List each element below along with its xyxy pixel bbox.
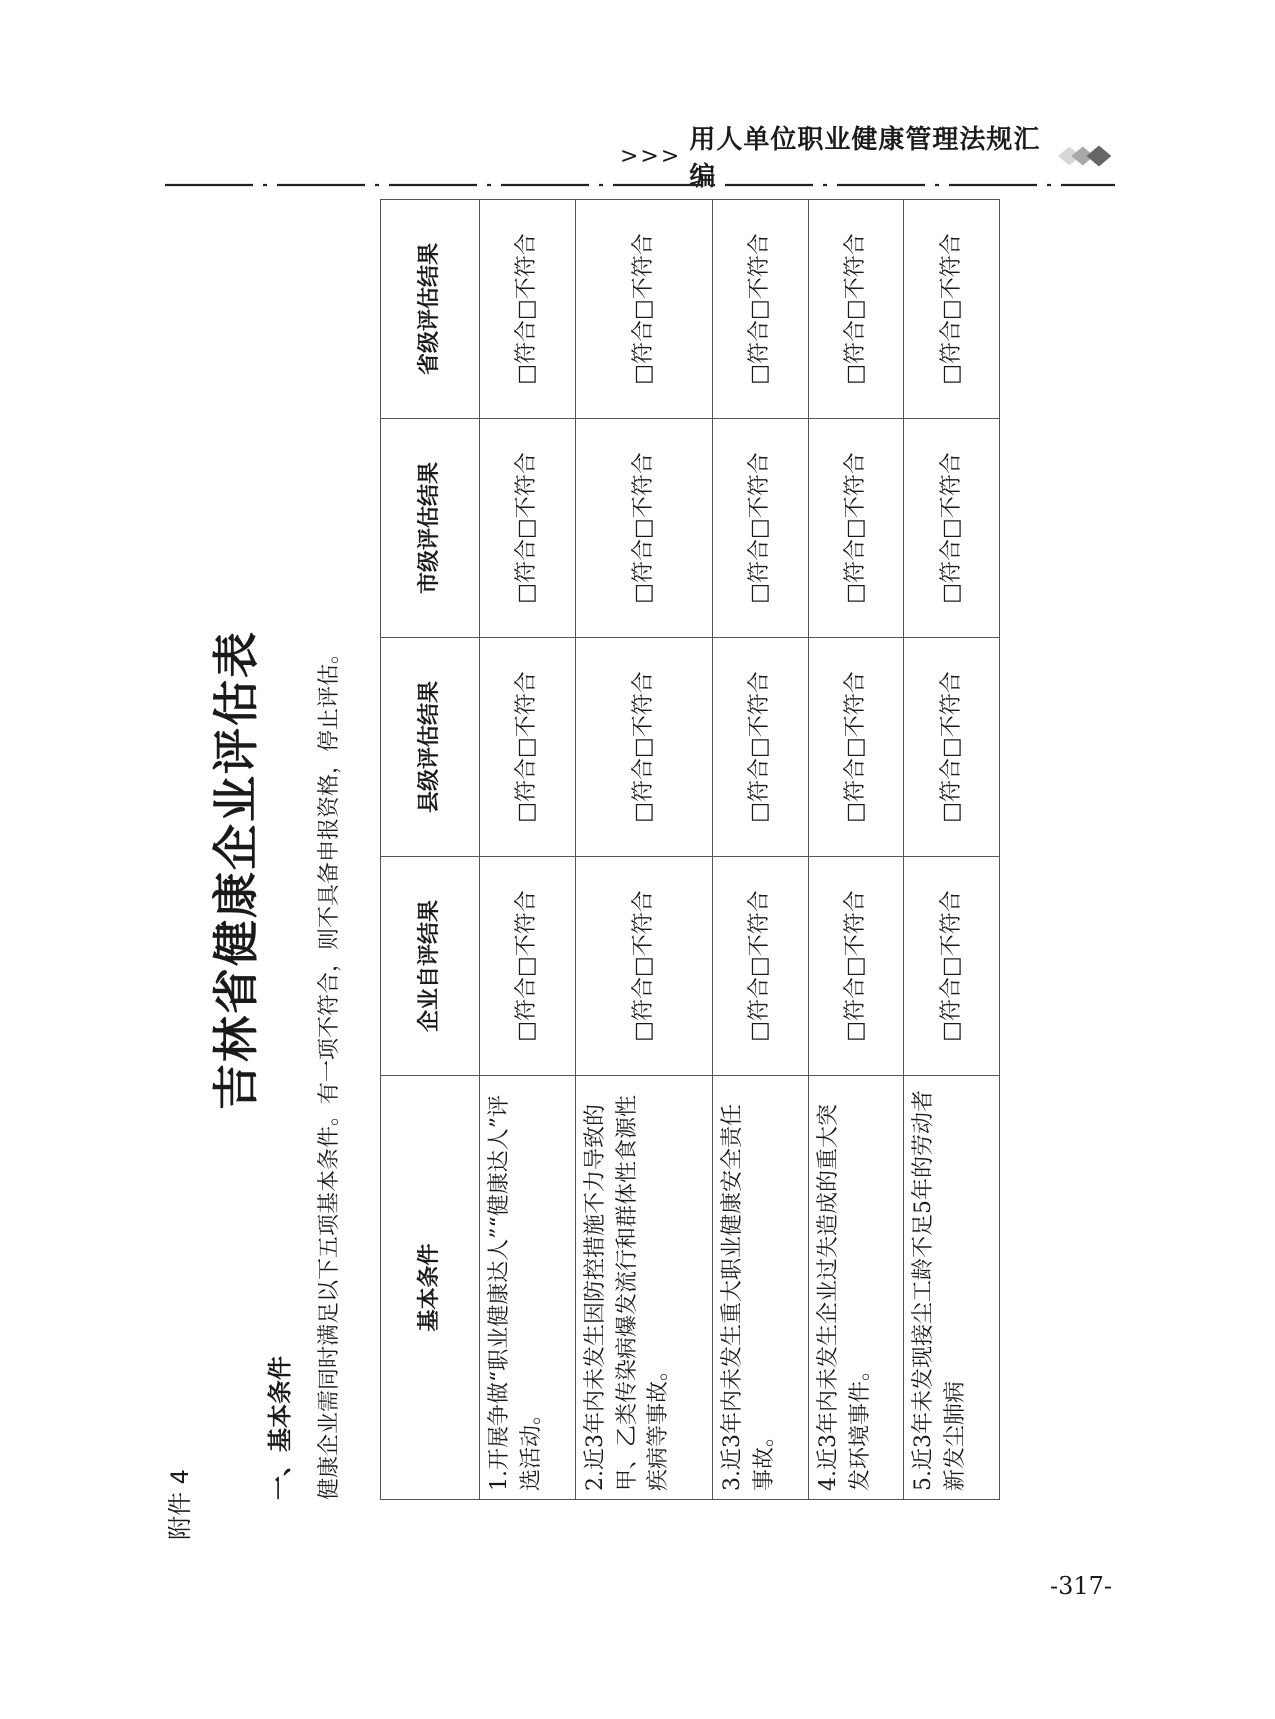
header-chevrons: >>> xyxy=(620,143,682,169)
table-row xyxy=(480,200,576,1500)
result-cell-city: □符合□不符合 xyxy=(713,419,809,638)
assessment-table xyxy=(380,199,1000,1500)
diamond-ornament-icon xyxy=(1056,141,1115,171)
condition-cell: 4.近3年内未发生企业过失造成的重大突发环境事件。 xyxy=(808,1076,904,1500)
result-cell-county: □符合□不符合 xyxy=(904,638,1000,857)
result-cell-province: □符合□不符合 xyxy=(808,200,904,419)
rotated-page-content xyxy=(160,200,1020,1540)
result-cell-city: □符合□不符合 xyxy=(808,419,904,638)
result-cell-county: □符合□不符合 xyxy=(480,638,576,857)
result-cell-city: □符合□不符合 xyxy=(480,419,576,638)
header-province-eval: 省级评估结果 xyxy=(381,200,480,419)
result-cell-enterprise: □符合□不符合 xyxy=(808,857,904,1076)
result-cell-province: □符合□不符合 xyxy=(575,200,713,419)
table-row xyxy=(575,200,713,1500)
table-header-row xyxy=(381,200,480,1500)
running-header xyxy=(620,125,1115,192)
result-cell-county: □符合□不符合 xyxy=(575,638,713,857)
header-basic-conditions: 基本条件 xyxy=(381,1076,480,1500)
section-heading: 一、基本条件 xyxy=(266,1356,294,1500)
page-number: -317- xyxy=(1050,1572,1113,1600)
table-row xyxy=(904,200,1000,1500)
result-cell-enterprise: □符合□不符合 xyxy=(904,857,1000,1076)
condition-cell: 1.开展争做“职业健康达人”“健康达人”评选活动。 xyxy=(480,1076,576,1500)
document-title: 吉林省健康企业评估表 xyxy=(209,630,263,1110)
result-cell-enterprise: □符合□不符合 xyxy=(480,857,576,1076)
result-cell-province: □符合□不符合 xyxy=(713,200,809,419)
condition-cell: 2.近3年内未发生因防控措施不力导致的甲、乙类传染病爆发流行和群体性食源性疾病等事故。 xyxy=(575,1076,713,1500)
result-cell-city: □符合□不符合 xyxy=(575,419,713,638)
result-cell-province: □符合□不符合 xyxy=(480,200,576,419)
result-cell-enterprise: □符合□不符合 xyxy=(575,857,713,1076)
table-row xyxy=(808,200,904,1500)
result-cell-province: □符合□不符合 xyxy=(904,200,1000,419)
header-title: 用人单位职业健康管理法规汇编 xyxy=(689,125,1041,192)
annex-label: 附件 4 xyxy=(166,1469,194,1540)
result-cell-county: □符合□不符合 xyxy=(808,638,904,857)
header-enterprise-self-eval: 企业自评结果 xyxy=(381,857,480,1076)
header-rule xyxy=(165,182,1115,188)
result-cell-enterprise: □符合□不符合 xyxy=(713,857,809,1076)
table-row xyxy=(713,200,809,1500)
result-cell-county: □符合□不符合 xyxy=(713,638,809,857)
intro-text: 健康企业需同时满足以下五项基本条件。有一项不符合，则不具备申报资格，停止评估。 xyxy=(317,641,342,1500)
condition-cell: 5.近3年未发现接尘工龄不足5年的劳动者新发尘肺病 xyxy=(904,1076,1000,1500)
result-cell-city: □符合□不符合 xyxy=(904,419,1000,638)
header-county-eval: 县级评估结果 xyxy=(381,638,480,857)
header-city-eval: 市级评估结果 xyxy=(381,419,480,638)
condition-cell: 3.近3年内未发生重大职业健康安全责任事故。 xyxy=(713,1076,809,1500)
